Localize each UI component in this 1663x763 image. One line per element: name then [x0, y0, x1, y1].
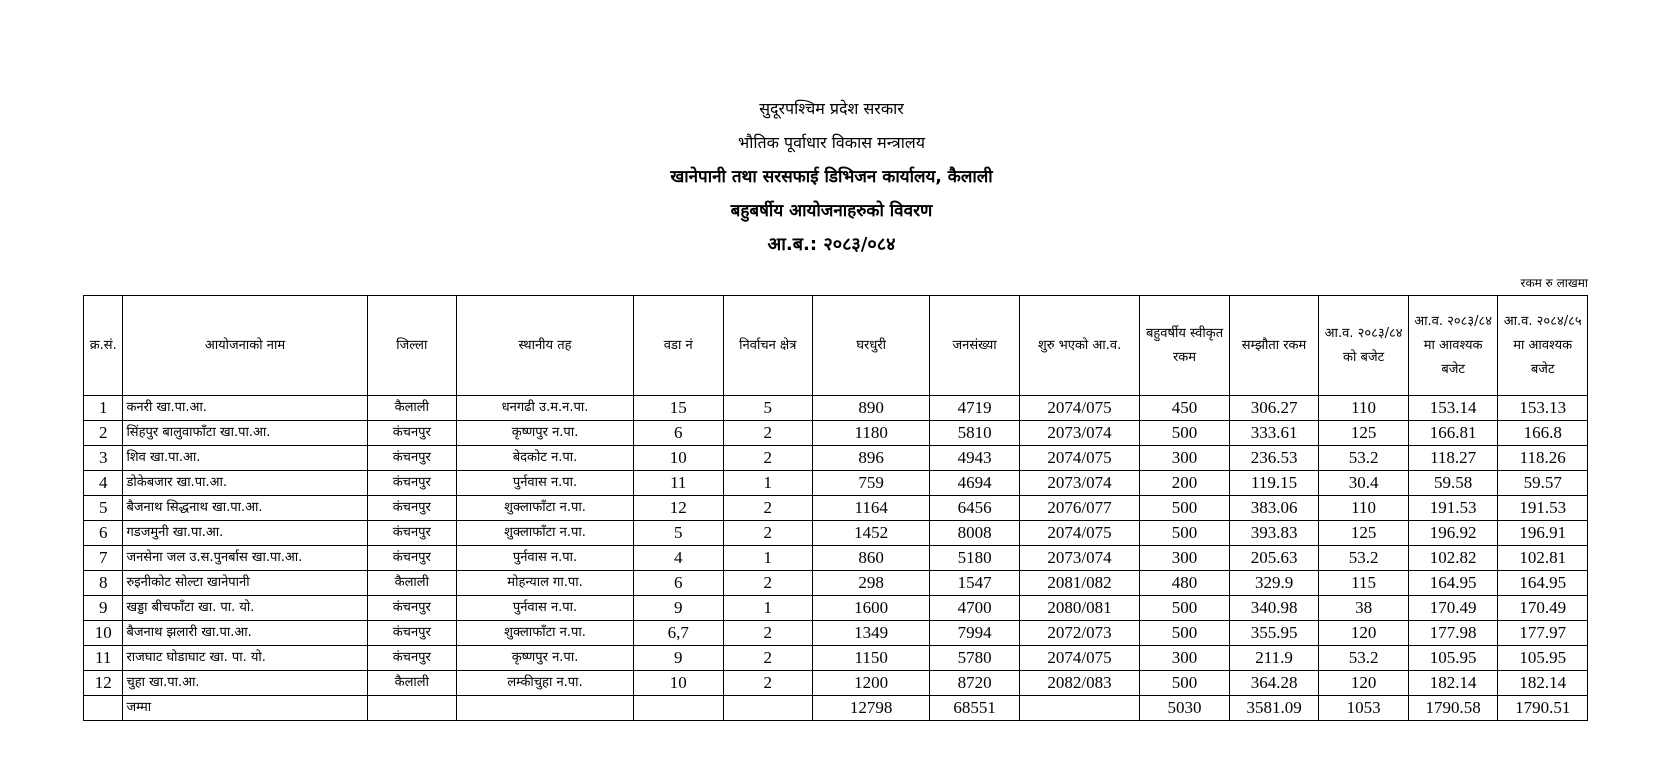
table-header-row	[84, 296, 1588, 396]
cell-need-8485: 153.13	[1498, 396, 1588, 421]
col-approved: बहुवर्षीय स्वीकृत रकम	[1140, 296, 1230, 396]
cell-population: 4694	[930, 471, 1020, 496]
cell-constituency: 2	[723, 421, 813, 446]
cell-sn: 12	[84, 671, 123, 696]
cell-approved: 500	[1140, 421, 1230, 446]
table-row	[84, 596, 1588, 621]
total-cell-budget-8384: 1053	[1319, 696, 1409, 721]
cell-population: 4700	[930, 596, 1020, 621]
cell-ward: 9	[633, 596, 723, 621]
cell-district: कंचनपुर	[367, 646, 457, 671]
cell-need-8485: 105.95	[1498, 646, 1588, 671]
cell-local: कृष्णपुर न.पा.	[457, 646, 634, 671]
cell-ward: 9	[633, 646, 723, 671]
cell-budget-8384: 125	[1319, 521, 1409, 546]
cell-constituency: 2	[723, 521, 813, 546]
cell-households: 1452	[813, 521, 930, 546]
cell-ward: 12	[633, 496, 723, 521]
cell-budget-8384: 115	[1319, 571, 1409, 596]
table-row	[84, 646, 1588, 671]
table-row	[84, 571, 1588, 596]
cell-ward: 6	[633, 571, 723, 596]
cell-district: कंचनपुर	[367, 496, 457, 521]
total-cell-approved: 5030	[1140, 696, 1230, 721]
cell-local: शुक्लाफाँटा न.पा.	[457, 621, 634, 646]
col-ward: वडा नं	[633, 296, 723, 396]
cell-name: बैजनाथ झलारी खा.पा.आ.	[123, 621, 367, 646]
cell-start-fy: 2076/077	[1019, 496, 1139, 521]
cell-budget-8384: 110	[1319, 496, 1409, 521]
col-district: जिल्ला	[367, 296, 457, 396]
cell-name: शिव खा.पा.आ.	[123, 446, 367, 471]
cell-start-fy: 2074/075	[1019, 396, 1139, 421]
cell-name: जनसेना जल उ.स.पुनर्बास खा.पा.आ.	[123, 546, 367, 571]
cell-need-8384: 59.58	[1408, 471, 1498, 496]
cell-constituency: 2	[723, 646, 813, 671]
cell-approved: 300	[1140, 546, 1230, 571]
table-row	[84, 546, 1588, 571]
cell-start-fy: 2080/081	[1019, 596, 1139, 621]
total-cell-population: 68551	[930, 696, 1020, 721]
cell-contract: 119.15	[1229, 471, 1319, 496]
cell-ward: 10	[633, 446, 723, 471]
cell-approved: 300	[1140, 446, 1230, 471]
table-row	[84, 671, 1588, 696]
cell-start-fy: 2074/075	[1019, 521, 1139, 546]
cell-sn: 1	[84, 396, 123, 421]
cell-contract: 306.27	[1229, 396, 1319, 421]
col-constituency: निर्वाचन क्षेत्र	[723, 296, 813, 396]
cell-need-8485: 118.26	[1498, 446, 1588, 471]
cell-start-fy: 2074/075	[1019, 646, 1139, 671]
cell-need-8384: 196.92	[1408, 521, 1498, 546]
cell-start-fy: 2073/074	[1019, 546, 1139, 571]
cell-local: कृष्णपुर न.पा.	[457, 421, 634, 446]
cell-sn: 7	[84, 546, 123, 571]
cell-local: धनगढी उ.म.न.पा.	[457, 396, 634, 421]
cell-constituency: 1	[723, 471, 813, 496]
cell-district: कैलाली	[367, 571, 457, 596]
office-title: खानेपानी तथा सरसफाई डिभिजन कार्यालय, कैलाली	[670, 167, 993, 187]
cell-local: पुर्नवास न.पा.	[457, 546, 634, 571]
table-body	[84, 396, 1588, 721]
total-cell-contract: 3581.09	[1229, 696, 1319, 721]
col-start-fy: शुरु भएको आ.व.	[1019, 296, 1139, 396]
cell-local: बेदकोट न.पा.	[457, 446, 634, 471]
col-local: स्थानीय तह	[457, 296, 634, 396]
cell-district: कैलाली	[367, 396, 457, 421]
table-row	[84, 521, 1588, 546]
cell-households: 759	[813, 471, 930, 496]
total-cell-need-8485: 1790.51	[1498, 696, 1588, 721]
cell-households: 890	[813, 396, 930, 421]
cell-approved: 480	[1140, 571, 1230, 596]
cell-name: डोकेबजार खा.पा.आ.	[123, 471, 367, 496]
cell-budget-8384: 120	[1319, 671, 1409, 696]
cell-district: कंचनपुर	[367, 546, 457, 571]
cell-sn: 10	[84, 621, 123, 646]
report-title: बहुबर्षीय आयोजनाहरुको विवरण	[730, 201, 933, 221]
cell-population: 5810	[930, 421, 1020, 446]
cell-need-8485: 191.53	[1498, 496, 1588, 521]
cell-need-8384: 177.98	[1408, 621, 1498, 646]
cell-contract: 329.9	[1229, 571, 1319, 596]
cell-name: खड्डा बीचफाँटा खा. पा. यो.	[123, 596, 367, 621]
col-name: आयोजनाको नाम	[123, 296, 367, 396]
cell-start-fy: 2072/073	[1019, 621, 1139, 646]
cell-households: 860	[813, 546, 930, 571]
cell-district: कंचनपुर	[367, 596, 457, 621]
cell-contract: 383.06	[1229, 496, 1319, 521]
total-cell-households: 12798	[813, 696, 930, 721]
cell-district: कंचनपुर	[367, 521, 457, 546]
cell-sn: 5	[84, 496, 123, 521]
cell-budget-8384: 53.2	[1319, 646, 1409, 671]
table-row	[84, 421, 1588, 446]
cell-approved: 450	[1140, 396, 1230, 421]
cell-local: पुर्नवास न.पा.	[457, 596, 634, 621]
cell-name: सिंहपुर बालुवाफाँटा खा.पा.आ.	[123, 421, 367, 446]
cell-start-fy: 2073/074	[1019, 421, 1139, 446]
cell-population: 8720	[930, 671, 1020, 696]
cell-constituency: 1	[723, 546, 813, 571]
cell-population: 4719	[930, 396, 1020, 421]
cell-budget-8384: 120	[1319, 621, 1409, 646]
cell-contract: 211.9	[1229, 646, 1319, 671]
cell-constituency: 2	[723, 621, 813, 646]
col-need-8384: आ.व. २०८३/८४ मा आवश्यक बजेट	[1408, 296, 1498, 396]
cell-need-8485: 170.49	[1498, 596, 1588, 621]
cell-budget-8384: 53.2	[1319, 546, 1409, 571]
col-budget-8384: आ.व. २०८३/८४ को बजेट	[1319, 296, 1409, 396]
cell-households: 1200	[813, 671, 930, 696]
cell-need-8384: 102.82	[1408, 546, 1498, 571]
cell-approved: 500	[1140, 521, 1230, 546]
cell-households: 298	[813, 571, 930, 596]
cell-approved: 300	[1140, 646, 1230, 671]
total-cell-local	[457, 696, 634, 721]
total-cell-name: जम्मा	[123, 696, 367, 721]
cell-sn: 6	[84, 521, 123, 546]
cell-approved: 500	[1140, 671, 1230, 696]
cell-need-8384: 105.95	[1408, 646, 1498, 671]
cell-ward: 11	[633, 471, 723, 496]
cell-district: कंचनपुर	[367, 471, 457, 496]
col-sn: क्र.सं.	[84, 296, 123, 396]
unit-note: रकम रु लाखमा	[1520, 276, 1588, 290]
cell-approved: 500	[1140, 496, 1230, 521]
cell-local: पुर्नवास न.पा.	[457, 471, 634, 496]
cell-name: गडजमुनी खा.पा.आ.	[123, 521, 367, 546]
cell-name: बैजनाथ सिद्धनाथ खा.पा.आ.	[123, 496, 367, 521]
cell-ward: 4	[633, 546, 723, 571]
cell-contract: 355.95	[1229, 621, 1319, 646]
cell-households: 1180	[813, 421, 930, 446]
cell-sn: 8	[84, 571, 123, 596]
total-cell-ward	[633, 696, 723, 721]
cell-households: 1600	[813, 596, 930, 621]
cell-name: चुहा खा.पा.आ.	[123, 671, 367, 696]
cell-name: राजघाट घोडाघाट खा. पा. यो.	[123, 646, 367, 671]
cell-name: कनरी खा.पा.आ.	[123, 396, 367, 421]
cell-start-fy: 2082/083	[1019, 671, 1139, 696]
cell-sn: 4	[84, 471, 123, 496]
table-row	[84, 471, 1588, 496]
cell-population: 1547	[930, 571, 1020, 596]
cell-start-fy: 2074/075	[1019, 446, 1139, 471]
cell-district: कंचनपुर	[367, 421, 457, 446]
cell-district: कंचनपुर	[367, 621, 457, 646]
cell-need-8384: 182.14	[1408, 671, 1498, 696]
table-row	[84, 496, 1588, 521]
cell-budget-8384: 53.2	[1319, 446, 1409, 471]
cell-households: 896	[813, 446, 930, 471]
col-population: जनसंख्या	[930, 296, 1020, 396]
cell-need-8384: 118.27	[1408, 446, 1498, 471]
cell-population: 6456	[930, 496, 1020, 521]
cell-constituency: 2	[723, 496, 813, 521]
cell-ward: 6	[633, 421, 723, 446]
cell-budget-8384: 30.4	[1319, 471, 1409, 496]
cell-ward: 10	[633, 671, 723, 696]
cell-sn: 2	[84, 421, 123, 446]
cell-name: रुइनीकोट सोल्टा खानेपानी	[123, 571, 367, 596]
cell-need-8384: 191.53	[1408, 496, 1498, 521]
total-cell-constituency	[723, 696, 813, 721]
cell-sn: 9	[84, 596, 123, 621]
total-cell-sn	[84, 696, 123, 721]
cell-constituency: 2	[723, 571, 813, 596]
table-row	[84, 621, 1588, 646]
cell-contract: 236.53	[1229, 446, 1319, 471]
total-row	[84, 696, 1588, 721]
cell-population: 5180	[930, 546, 1020, 571]
table-row	[84, 446, 1588, 471]
cell-ward: 5	[633, 521, 723, 546]
cell-need-8485: 182.14	[1498, 671, 1588, 696]
cell-constituency: 5	[723, 396, 813, 421]
cell-approved: 500	[1140, 621, 1230, 646]
cell-need-8485: 166.8	[1498, 421, 1588, 446]
cell-contract: 364.28	[1229, 671, 1319, 696]
cell-constituency: 2	[723, 671, 813, 696]
total-cell-district	[367, 696, 457, 721]
cell-contract: 340.98	[1229, 596, 1319, 621]
col-households: घरधुरी	[813, 296, 930, 396]
col-need-8485: आ.व. २०८४/८५ मा आवश्यक बजेट	[1498, 296, 1588, 396]
cell-population: 8008	[930, 521, 1020, 546]
cell-budget-8384: 110	[1319, 396, 1409, 421]
cell-approved: 500	[1140, 596, 1230, 621]
cell-start-fy: 2073/074	[1019, 471, 1139, 496]
cell-need-8485: 196.91	[1498, 521, 1588, 546]
gov-title: सुदूरपश्चिम प्रदेश सरकार	[759, 99, 904, 118]
cell-need-8384: 170.49	[1408, 596, 1498, 621]
cell-population: 7994	[930, 621, 1020, 646]
cell-need-8384: 166.81	[1408, 421, 1498, 446]
cell-households: 1349	[813, 621, 930, 646]
cell-contract: 205.63	[1229, 546, 1319, 571]
cell-ward: 6,7	[633, 621, 723, 646]
cell-constituency: 1	[723, 596, 813, 621]
cell-population: 4943	[930, 446, 1020, 471]
cell-population: 5780	[930, 646, 1020, 671]
total-cell-start-fy	[1019, 696, 1139, 721]
cell-contract: 393.83	[1229, 521, 1319, 546]
ministry-title: भौतिक पूर्वाधार विकास मन्त्रालय	[737, 133, 926, 152]
projects-table	[83, 295, 1588, 721]
cell-local: शुक्लाफाँटा न.पा.	[457, 521, 634, 546]
cell-need-8485: 164.95	[1498, 571, 1588, 596]
cell-constituency: 2	[723, 446, 813, 471]
cell-start-fy: 2081/082	[1019, 571, 1139, 596]
cell-households: 1150	[813, 646, 930, 671]
cell-sn: 11	[84, 646, 123, 671]
cell-households: 1164	[813, 496, 930, 521]
cell-need-8485: 177.97	[1498, 621, 1588, 646]
table-row	[84, 396, 1588, 421]
cell-approved: 200	[1140, 471, 1230, 496]
cell-need-8384: 164.95	[1408, 571, 1498, 596]
cell-contract: 333.61	[1229, 421, 1319, 446]
cell-need-8384: 153.14	[1408, 396, 1498, 421]
cell-local: शुक्लाफाँटा न.पा.	[457, 496, 634, 521]
cell-district: कंचनपुर	[367, 446, 457, 471]
cell-budget-8384: 38	[1319, 596, 1409, 621]
cell-sn: 3	[84, 446, 123, 471]
cell-district: कैलाली	[367, 671, 457, 696]
cell-need-8485: 59.57	[1498, 471, 1588, 496]
fiscal-year: आ.ब.: २०८३/०८४	[767, 234, 896, 255]
cell-local: लम्कीचुहा न.पा.	[457, 671, 634, 696]
cell-local: मोहन्याल गा.पा.	[457, 571, 634, 596]
cell-need-8485: 102.81	[1498, 546, 1588, 571]
col-contract: सम्झौता रकम	[1229, 296, 1319, 396]
cell-ward: 15	[633, 396, 723, 421]
cell-budget-8384: 125	[1319, 421, 1409, 446]
total-cell-need-8384: 1790.58	[1408, 696, 1498, 721]
